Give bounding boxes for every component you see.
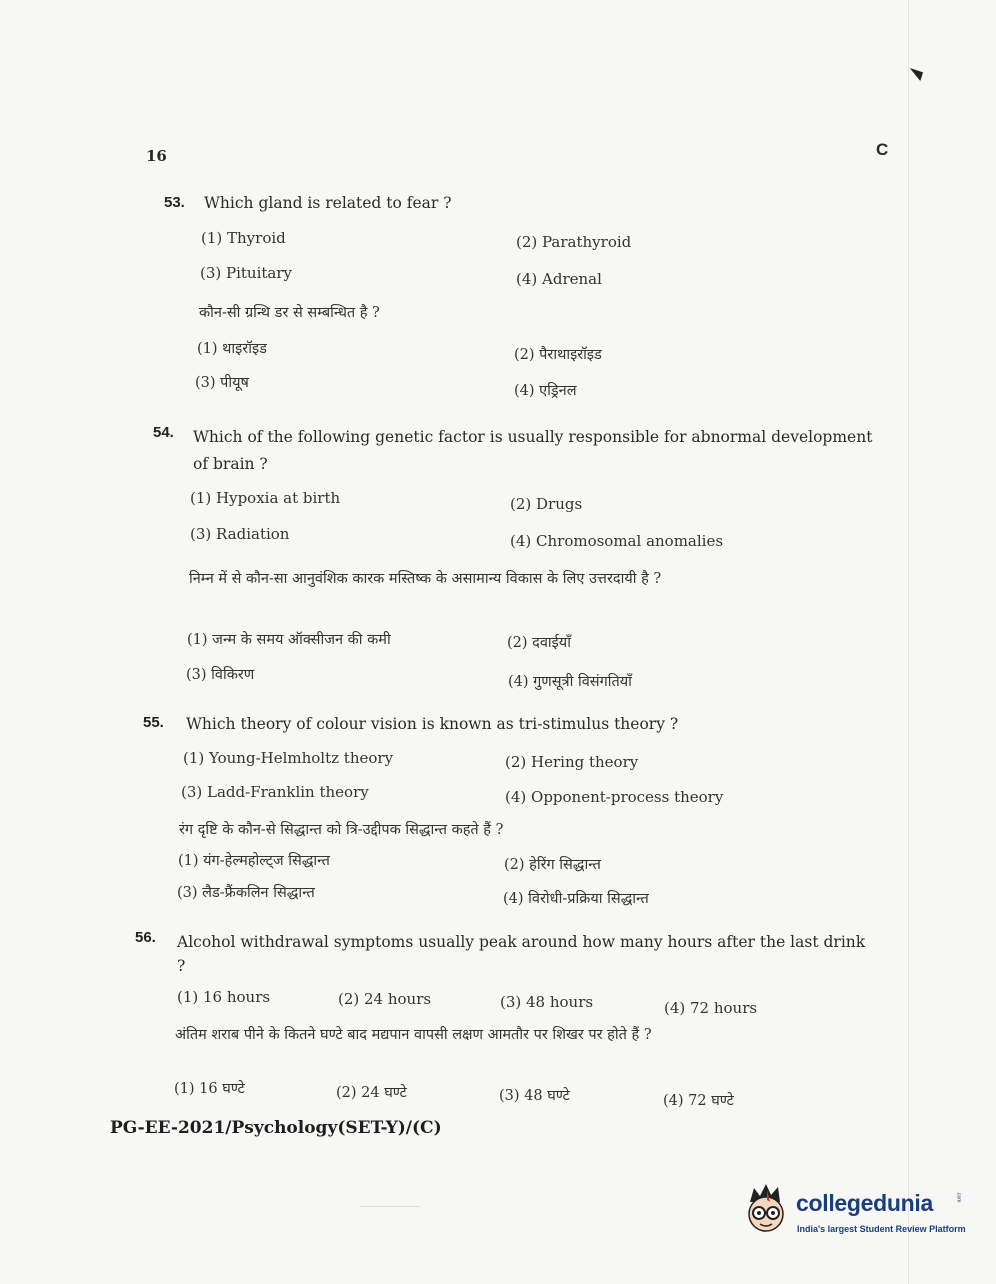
collegedunia-watermark <box>740 1180 966 1252</box>
question-56-text-hi: अंतिम शराब पीने के कितने घण्टे बाद मद्यपान वापसी लक्षण आमतौर पर शिखर पर होते हैं ? <box>175 1027 652 1043</box>
question-56-option-1-en: (1) 16 hours <box>177 988 271 1006</box>
question-56-text-en: Alcohol withdrawal symptoms usually peak around how many hours after the last drink ? <box>177 933 866 975</box>
question-56-option-3-hi: (3) 48 घण्टे <box>499 1088 570 1104</box>
question-56-option-4-hi: (4) 72 घण्टे <box>663 1093 734 1109</box>
collegedunia-wordmark: collegedunia <box>796 1190 933 1216</box>
question-54-option-2-en: (2) Drugs <box>510 495 583 513</box>
question-55-option-1-en: (1) Young-Helmholtz theory <box>183 749 394 767</box>
question-53-option-1-en: (1) Thyroid <box>201 229 286 247</box>
question-56-option-3-en: (3) 48 hours <box>500 993 594 1011</box>
question-56-option-4-en: (4) 72 hours <box>664 999 758 1017</box>
question-54-option-4-en: (4) Chromosomal anomalies <box>510 532 724 550</box>
question-54-option-2-hi: (2) दवाईयाँ <box>507 635 571 651</box>
question-54-number: 54. <box>153 424 174 441</box>
scan-corner-mark <box>907 68 923 81</box>
question-53-option-2-hi: (2) पैराथाइरॉइड <box>514 347 602 363</box>
question-56-option-1-hi: (1) 16 घण्टे <box>174 1081 245 1097</box>
question-54-text-en: Which of the following genetic factor is usually responsible for abnormal development of brain ? <box>193 428 873 473</box>
question-53-option-3-hi: (3) पीयूष <box>195 375 249 391</box>
question-55-option-4-hi: (4) विरोधी-प्रक्रिया सिद्धान्त <box>503 891 649 907</box>
question-55-option-3-en: (3) Ladd-Franklin theory <box>181 783 369 801</box>
question-54-option-4-hi: (4) गुणसूत्री विसंगतियाँ <box>508 674 632 690</box>
question-53-number: 53. <box>164 194 185 211</box>
question-53-option-2-en: (2) Parathyroid <box>516 233 632 251</box>
question-56-option-2-en: (2) 24 hours <box>338 990 432 1008</box>
question-55-option-1-hi: (1) यंग-हेल्महोल्ट्ज सिद्धान्त <box>178 853 330 869</box>
question-56-number: 56. <box>135 929 156 946</box>
question-55-option-3-hi: (3) लैड-फ्रैंकलिन सिद्धान्त <box>177 885 315 901</box>
collegedunia-tagline: India's largest Student Review Platform <box>797 1224 966 1234</box>
scan-artifact-line <box>360 1206 420 1207</box>
question-54-option-1-en: (1) Hypoxia at birth <box>190 489 341 507</box>
collegedunia-mascot-icon <box>740 1180 792 1240</box>
question-55-number: 55. <box>143 714 164 731</box>
scan-page-edge <box>908 0 909 1284</box>
set-code: C <box>876 140 889 159</box>
question-53-option-3-en: (3) Pituitary <box>200 264 293 282</box>
collegedunia-domain: .com <box>955 1191 962 1203</box>
question-53-option-1-hi: (1) थाइरॉइड <box>197 341 267 357</box>
question-55-option-2-hi: (2) हेरिंग सिद्धान्त <box>504 857 601 873</box>
question-53-option-4-en: (4) Adrenal <box>516 270 602 288</box>
question-55-option-2-en: (2) Hering theory <box>505 753 639 771</box>
question-55-text-hi: रंग दृष्टि के कौन-से सिद्धान्त को त्रि-उद्दीपक सिद्धान्त कहते हैं ? <box>179 822 504 838</box>
question-56-option-2-hi: (2) 24 घण्टे <box>336 1085 407 1101</box>
question-53-text-hi: कौन-सी ग्रन्थि डर से सम्बन्धित है ? <box>199 305 380 321</box>
paper-code-footer: PG-EE-2021/Psychology(SET-Y)/(C) <box>110 1118 442 1138</box>
question-53-text-en: Which gland is related to fear ? <box>204 194 452 212</box>
question-54-option-1-hi: (1) जन्म के समय ऑक्सीजन की कमी <box>187 632 391 648</box>
question-54-option-3-hi: (3) विकिरण <box>186 667 255 683</box>
question-54-text-hi: निम्न में से कौन-सा आनुवंशिक कारक मस्तिष्क के असामान्य विकास के लिए उत्तरदायी है ? <box>189 571 662 587</box>
question-53-option-4-hi: (4) एड्रिनल <box>514 383 577 399</box>
question-54-option-3-en: (3) Radiation <box>190 525 290 543</box>
question-55-text-en: Which theory of colour vision is known as tri-stimulus theory ? <box>186 715 679 733</box>
page-number: 16 <box>146 147 167 165</box>
question-55-option-4-en: (4) Opponent-process theory <box>505 788 724 806</box>
